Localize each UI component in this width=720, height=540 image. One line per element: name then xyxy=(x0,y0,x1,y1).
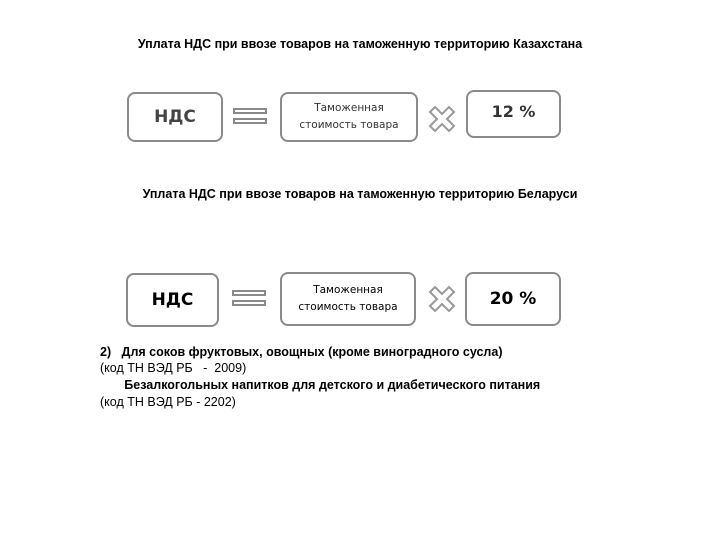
kz-customs-value-box xyxy=(280,92,418,142)
by-title: Уплата НДС при ввозе товаров на таможенную территорию Беларуси xyxy=(142,187,578,201)
multiply-icon xyxy=(427,284,457,314)
note-line: 2) Для соков фруктовых, овощных (кроме виноградного сусла) xyxy=(100,345,503,359)
kz-title: Уплата НДС при ввозе товаров на таможенную территорию Казахстана xyxy=(137,37,583,51)
value-line1: Таможенная xyxy=(313,284,383,296)
by-customs-value-box xyxy=(280,272,416,326)
value-line2: стоимость товара xyxy=(298,301,398,313)
kz-vat-box: НДС xyxy=(127,92,223,142)
equals-icon xyxy=(232,290,266,310)
note-line: (код ТН ВЭД РБ - 2202) xyxy=(100,395,236,409)
note-line: (код ТН ВЭД РБ - 2009) xyxy=(100,361,247,375)
note-line: Безалкогольных напитков для детского и диабетического питания xyxy=(100,378,541,392)
by-rate-box: 20 % xyxy=(465,272,561,326)
kz-rate-box: 12 % xyxy=(466,90,561,138)
value-line2: стоимость товара xyxy=(299,119,399,131)
value-line1: Таможенная xyxy=(314,102,384,114)
by-vat-box: НДС xyxy=(126,273,219,327)
multiply-icon xyxy=(427,104,457,134)
equals-icon xyxy=(233,108,267,128)
